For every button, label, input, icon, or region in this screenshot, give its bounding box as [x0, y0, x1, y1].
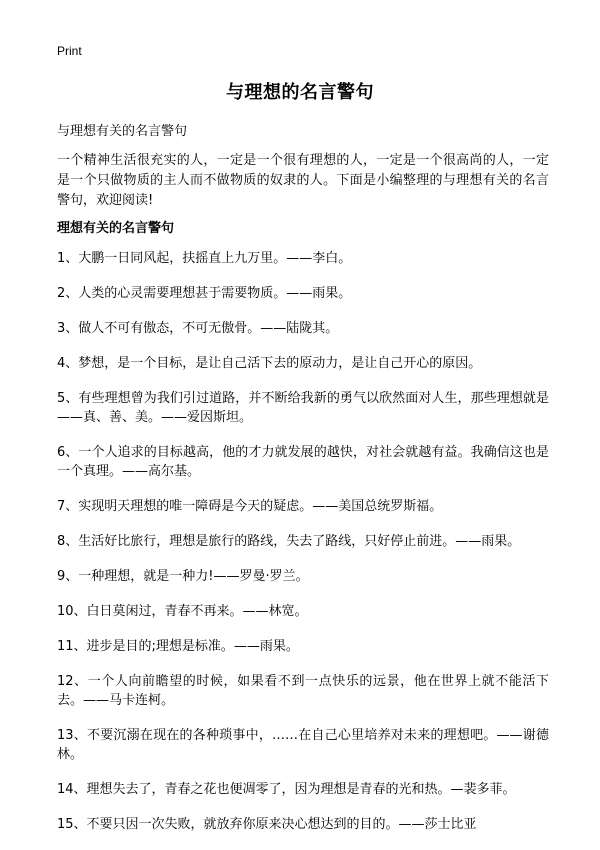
quote-item: 6、一个人追求的目标越高，他的才力就发展的越快，对社会就越有益。我确信这也是一个真理。——高尔基。 — [57, 445, 549, 479]
quote-item: 12、一个人向前瞻望的时候，如果看不到一点快乐的远景，他在世界上就不能活下去。——马卡连柯。 — [57, 674, 549, 708]
quote-item: 15、不要只因一次失败，就放弃你原来决心想达到的目的。——莎士比亚 — [57, 817, 477, 832]
quote-item: 7、实现明天理想的唯一障碍是今天的疑虑。——美国总统罗斯福。 — [57, 499, 443, 514]
quote-item: 8、生活好比旅行，理想是旅行的路线，失去了路线，只好停止前进。——雨果。 — [57, 534, 521, 549]
quote-item: 10、白日莫闲过，青春不再来。——林宽。 — [57, 604, 308, 619]
quote-item: 11、进步是目的;理想是标准。——雨果。 — [57, 639, 299, 654]
quote-item: 14、理想失去了，青春之花也便凋零了，因为理想是青春的光和热。—裴多菲。 — [57, 782, 516, 797]
print-link[interactable]: Print — [57, 44, 82, 58]
section-heading: 理想有关的名言警句 — [57, 221, 175, 236]
quote-item: 5、有些理想曾为我们引过道路，并不断给我新的勇气以欣然面对人生，那些理想就是——真、善、美。——爱因斯坦。 — [57, 391, 549, 425]
quote-item: 13、不要沉溺在现在的各种琐事中，……在自己心里培养对未来的理想吧。——谢德林。 — [57, 728, 549, 762]
quote-item: 3、做人不可有傲态，不可无傲骨。——陆陇其。 — [57, 321, 339, 336]
intro-paragraph: 一个精神生活很充实的人，一定是一个很有理想的人，一定是一个很高尚的人，一定是一个只做物质的主人而不做物质的奴隶的人。下面是小编整理的与理想有关的名言警句，欢迎阅读! — [57, 153, 549, 208]
page-title: 与理想的名言警句 — [226, 82, 374, 103]
quote-item: 4、梦想，是一个目标，是让自己活下去的原动力，是让自己开心的原因。 — [57, 356, 482, 371]
subtitle: 与理想有关的名言警句 — [57, 124, 188, 139]
quote-item: 1、大鹏一日同风起，扶摇直上九万里。——李白。 — [57, 251, 352, 266]
quote-item: 2、人类的心灵需要理想甚于需要物质。——雨果。 — [57, 286, 352, 301]
quote-item: 9、一种理想，就是一种力!——罗曼·罗兰。 — [57, 569, 309, 584]
quote-list — [57, 249, 549, 850]
